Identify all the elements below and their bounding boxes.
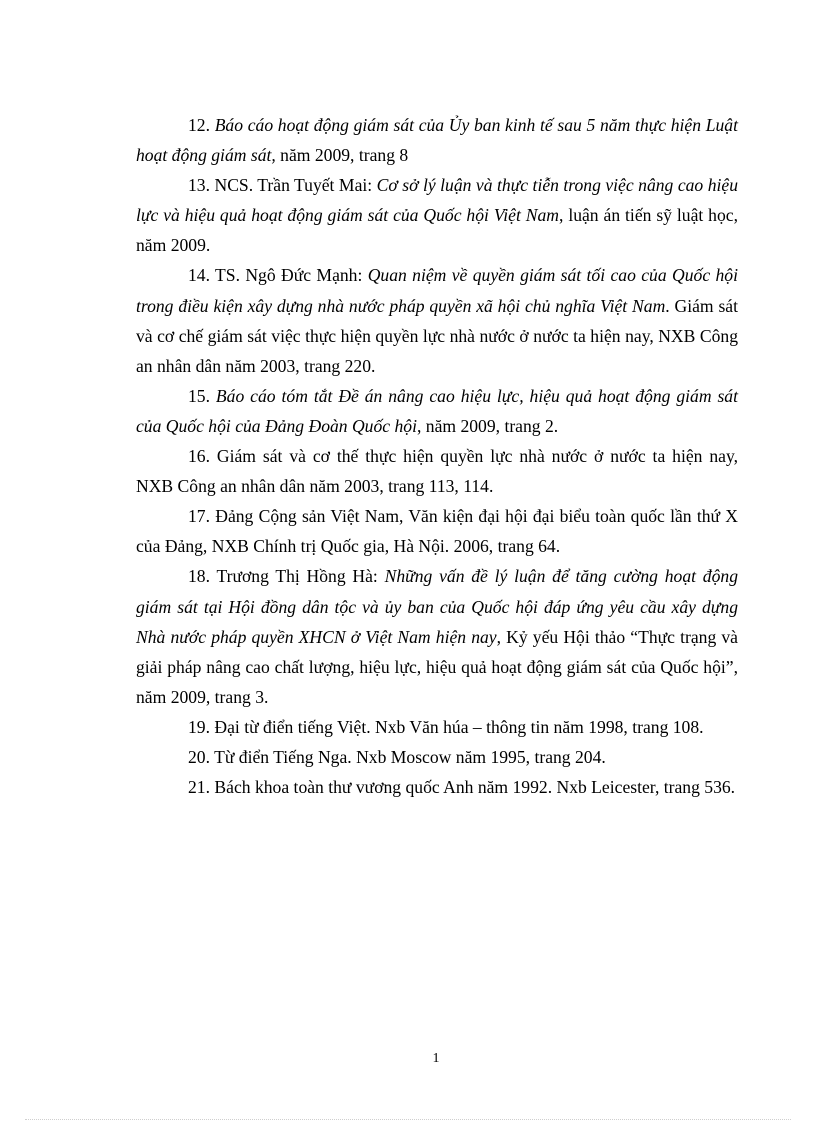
reference-text: Bách khoa toàn thư vương quốc Anh năm 1992. Nxb Leicester, trang 536. — [214, 777, 736, 798]
reference-item — [136, 742, 738, 772]
reference-title: Cơ sở lý luận và thực tiễn trong việc nâng cao hiệu lực và hiệu quả hoạt động giám sát của Quốc hội Việt Nam — [136, 175, 738, 226]
reference-item — [136, 772, 738, 802]
reference-text: . Giám sát và cơ chế giám sát việc thực hiện quyền lực nhà nước ở nước ta hiện nay, NXB Công an nhân dân năm 2003, trang 220. — [136, 295, 738, 376]
reference-number: 19. — [188, 716, 210, 737]
reference-text: Đảng Cộng sản Việt Nam, Văn kiện đại hội đại biểu toàn quốc lần thứ X của Đảng, NXB Chính trị Quốc gia, Hà Nội. 2006, trang 64. — [136, 506, 738, 557]
reference-number: 16. — [188, 446, 210, 467]
reference-text: , Kỷ yếu Hội thảo “Thực trạng và giải pháp nâng cao chất lượng, hiệu lực, hiệu quả hoạt động giám sát của Quốc hội”, năm 2009, trang 3. — [136, 626, 738, 707]
reference-text: Giám sát và cơ thế thực hiện quyền lực nhà nước ở nước ta hiện nay, NXB Công an nhân dân năm 2003, trang 113, 114. — [136, 446, 738, 497]
reference-number: 21. — [188, 777, 210, 798]
reference-item — [136, 110, 738, 170]
reference-text: , luận án tiến sỹ luật học, năm 2009. — [136, 205, 738, 256]
reference-number: 15. — [188, 385, 210, 406]
reference-text: Từ điển Tiếng Nga. Nxb Moscow năm 1995, trang 204. — [214, 746, 606, 767]
reference-list — [136, 110, 738, 802]
reference-item — [136, 381, 738, 441]
reference-item — [136, 260, 738, 380]
reference-text: , năm 2009, trang 2. — [416, 415, 559, 436]
reference-item — [136, 712, 738, 742]
reference-title: Những vấn đề lý luận để tăng cường hoạt động giám sát tại Hội đồng dân tộc và ủy ban của Quốc hội đáp ứng yêu cầu xây dựng Nhà nước pháp quyền XHCN ở Việt Nam hiện nay — [136, 566, 738, 647]
reference-item — [136, 561, 738, 711]
reference-title: Báo cáo tóm tắt Đề án nâng cao hiệu lực, hiệu quả hoạt động giám sát của Quốc hội của Đảng Đoàn Quốc hội — [136, 385, 738, 436]
reference-text: TS. Ngô Đức Mạnh: — [215, 265, 368, 286]
reference-text: Trương Thị Hồng Hà: — [216, 566, 385, 587]
reference-item — [136, 501, 738, 561]
reference-text: NCS. Trần Tuyết Mai: — [214, 175, 377, 196]
reference-number: 17. — [188, 506, 210, 527]
page-number: 1 — [432, 1051, 440, 1066]
reference-number: 14. — [188, 265, 210, 286]
reference-title: Quan niệm về quyền giám sát tối cao của Quốc hội trong điều kiện xây dựng nhà nước pháp quyền xã hội chủ nghĩa Việt Nam — [136, 265, 738, 316]
reference-item — [136, 441, 738, 501]
reference-text: Đại từ điển tiếng Việt. Nxb Văn húa – thông tin năm 1998, trang 108. — [214, 716, 704, 737]
reference-title: Báo cáo hoạt động giám sát của Ủy ban kinh tế sau 5 năm thực hiện Luật hoạt động giám sát, — [136, 115, 738, 166]
reference-text: năm 2009, trang 8 — [275, 145, 409, 166]
reference-item — [136, 170, 738, 260]
reference-number: 20. — [188, 746, 210, 767]
reference-number: 18. — [188, 566, 210, 587]
reference-number: 12. — [188, 115, 210, 135]
page-bottom-divider — [25, 1119, 791, 1120]
reference-number: 13. — [188, 175, 210, 196]
